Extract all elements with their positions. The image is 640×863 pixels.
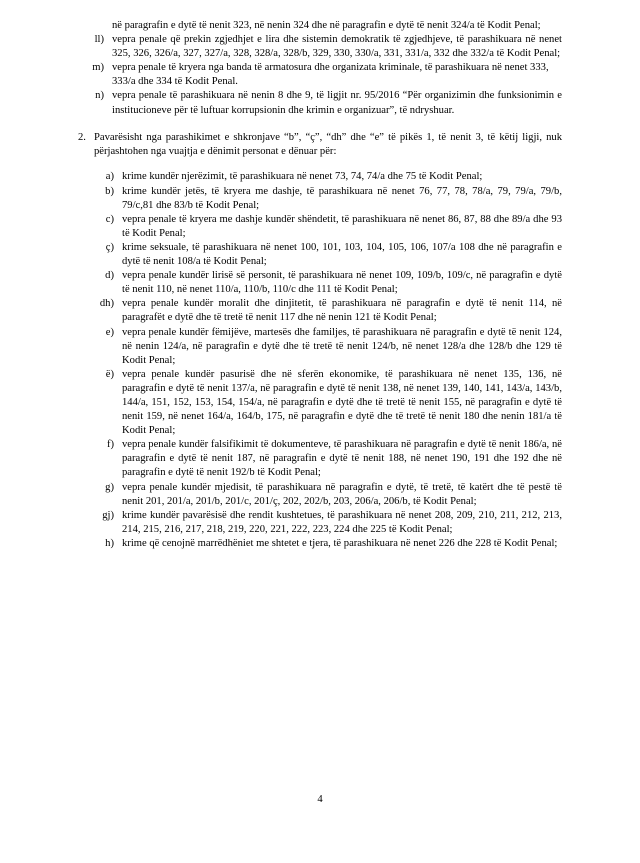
list-marker: dh) (99, 298, 114, 310)
list-marker: m) (92, 62, 104, 74)
list-item (78, 481, 562, 509)
list-item (78, 326, 562, 368)
list-marker: g) (105, 481, 114, 493)
list-marker: n) (95, 90, 104, 102)
list-item-text: krime kundër pavarësisë dhe rendit kushtetues, të parashikuara në nenet 208, 209, 210, 211, 212, 213, 214, 215, 216, 217, 218, 219, 220, 221, 222, 223, 224 dhe 225 të Kodit Penal; (122, 509, 562, 535)
list-item-text: vepra penale që prekin zgjedhjet e lira dhe sistemin demokratik të zgjedhjeve, të parashikuara në nenet 325, 326, 326/a, 327, 327/a, 328, 328/a, 328/b, 329, 330, 330/a, 331, 331/a, 332 dhe 332/a të Kodit Penal; (112, 34, 562, 60)
clause-2 (78, 131, 562, 160)
list-item-text: vepra penale kundër falsifikimit të dokumenteve, të parashikuara në paragrafin e dytë të nenit 186/a, në paragrafin e dytë të nenit 187, në paragrafin e dytë të nenit 188, në nenet 190, 191 dhe 192 dhe në paragrafin e dytë të nenit 192/b të Kodit Penal; (122, 439, 562, 479)
list-item (78, 297, 562, 325)
list-item-text: vepra penale kundër pasurisë dhe në sferën ekonomike, të parashikuara në nenet 135, 136, në paragrafin e dytë të nenit 137/a, në paragrafin e dytë të nenit 138, në nenet 139, 140, 141, 143/a, 143/b, 144/a, 151, 152, 153, 154, 154/a, në paragrafin e dytë dhe të tretë të nenit 155, në paragrafin e dytë të nenit 159, në nenet 164/a, 164/b, 175, në paragrafin e dytë dhe të tretë të nenit 180 dhe nenin 181/a të Kodit Penal; (122, 368, 562, 437)
list-marker: gj) (102, 509, 114, 521)
list-item-text: krime seksuale, të parashikuara në nenet 100, 101, 103, 104, 105, 106, 107/a 108 dhe në paragrafin e dytë të nenit 108/a të Kodit Penal; (122, 241, 562, 268)
list-item (78, 537, 562, 551)
list-marker: d) (105, 270, 114, 282)
list-marker: ll) (94, 34, 104, 46)
list-item (78, 438, 562, 480)
list-item (78, 368, 562, 438)
list-item-text: vepra penale kundër moralit dhe dinjitetit, të parashikuara në paragrafin e dytë të nenit 114, në paragrafët e dytë dhe të tretë të nenit 117 dhe në nenin 121 të Kodit Penal; (122, 298, 562, 324)
continued-paragraph: në paragrafin e dytë të nenit 323, në nenin 324 dhe në paragrafin e dytë të nenit 324/a të Kodit Penal; (112, 20, 541, 31)
list-marker: c) (105, 213, 114, 225)
list-marker: a) (105, 171, 114, 183)
list-marker: h) (105, 537, 114, 549)
list-item-text: krime që cenojnë marrëdhëniet me shtetet e tjera, të parashikuara në nenet 226 dhe 228 të Kodit Penal; (122, 537, 558, 549)
list-item-text: vepra penale kundër fëmijëve, martesës dhe familjes, të parashikuara në paragrafin e dytë të nenit 124, në nenin 124/a, në paragrafin e dytë dhe të tretë të nenit 124/b, në nenet 128/a dhe 128/b dhe 129 të Kodit Penal; (122, 326, 562, 366)
clause-text: Pavarësisht nga parashikimet e shkronjave “b”, “ç”, “dh” dhe “e” të pikës 1, të nenit 3, të këtij ligji, nuk përjashtohen nga vuajtja e dënimit personat e dënuar për: (94, 131, 562, 158)
list-item-text: vepra penale kundër lirisë së personit, të parashikuara në nenet 109, 109/b, 109/c, në paragrafin e dytë të nenit 110, në nenet 110/a, 110/b, 110/c dhe 111 të Kodit Penal; (122, 270, 562, 296)
list-item (78, 213, 562, 241)
list-item (78, 185, 562, 213)
list-item (78, 509, 562, 537)
list-item-text: krime kundër jetës, të kryera me dashje, të parashikuara në nenet 76, 77, 78, 78/a, 79, 79/a, 79/b, 79/c,81 dhe 83/b të Kodit Penal; (122, 185, 562, 211)
list-item-text: vepra penale kundër mjedisit, të parashikuara në paragrafin e dytë, të tretë, të katërt dhe të pestë të nenit 201, 201/a, 201/b, 201/c, 201/ç, 202, 202/b, 203, 206/a, 206/b, të Kodit Penal; (122, 481, 562, 507)
list-marker: ç) (105, 241, 114, 253)
list-item (78, 241, 562, 269)
page-content (78, 19, 562, 551)
list-item-text: krime kundër njerëzimit, të parashikuara në nenet 73, 74, 74/a dhe 75 të Kodit Penal; (122, 171, 483, 183)
list-marker: e) (105, 326, 114, 338)
sub-list (78, 170, 562, 551)
list-item (78, 33, 562, 61)
list-item (78, 269, 562, 297)
list-item (78, 61, 562, 89)
list-item-text: vepra penale të kryera me dashje kundër shëndetit, të parashikuara në nenet 86, 87, 88 dhe 89/a dhe 93 të Kodit Penal; (122, 213, 562, 239)
list-item-text: vepra penale të parashikuara në nenin 8 dhe 9, të ligjit nr. 95/2016 “Për organizimin dhe funksionimin e institucioneve për të luftuar korrupsionin dhe krimin e organizuar”, të ndryshuar. (112, 90, 562, 116)
list-marker: f) (106, 439, 114, 451)
list-marker: ë) (105, 368, 114, 380)
clause-number: 2. (78, 131, 86, 143)
list-marker: b) (105, 185, 114, 197)
list-item (78, 89, 562, 117)
page-number: 4 (317, 794, 323, 805)
list-item (78, 170, 562, 184)
top-level-list (78, 33, 562, 118)
list-item-text: vepra penale të kryera nga banda të armatosura dhe organizata kriminale, të parashikuara në nenet 333, 333/a dhe 334 të Kodit Penal. (112, 62, 549, 88)
